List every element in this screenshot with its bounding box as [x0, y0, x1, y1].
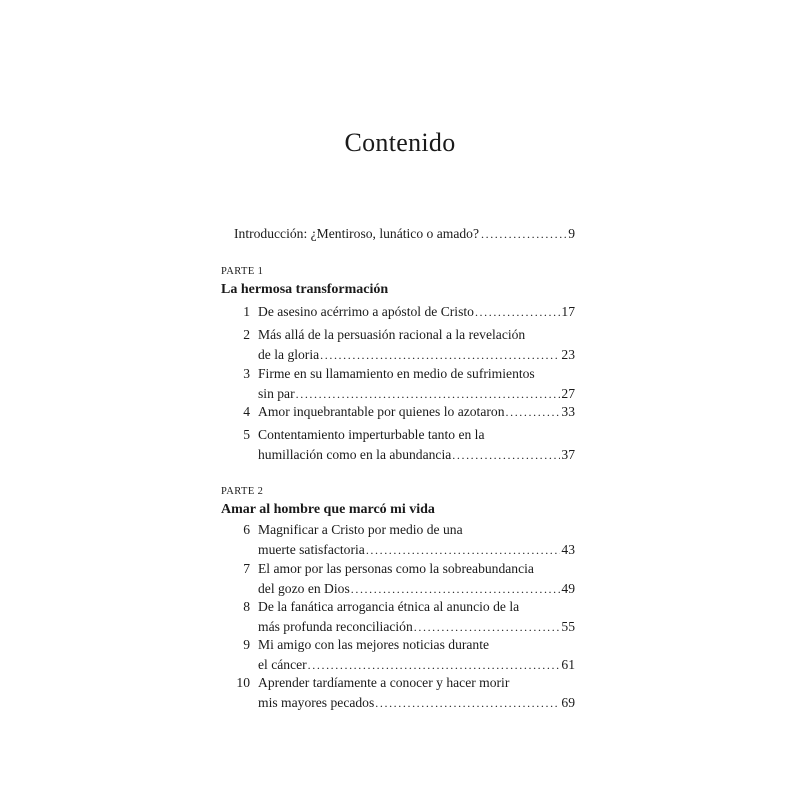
dot-leader [506, 402, 561, 422]
chapter-number: 1 [243, 304, 250, 319]
chapter-title-line: más profunda reconciliación [258, 619, 413, 634]
dot-leader [366, 540, 561, 560]
toc-entry[interactable] [243, 402, 575, 422]
part-title: Amar al hombre que marcó mi vida [221, 502, 435, 517]
chapter-title-line: del gozo en Dios [258, 581, 350, 596]
chapter-title-line: Aprender tardíamente a conocer y hacer morir [258, 675, 510, 690]
toc-page-number: 61 [561, 657, 575, 672]
chapter-title-line: humillación como en la abundancia [258, 447, 452, 462]
toc-page-number: 55 [561, 619, 575, 634]
chapter-title-line: sin par [258, 386, 295, 401]
chapter-title-line: Más allá de la persuasión racional a la revelación [258, 327, 526, 342]
dot-leader [475, 302, 560, 322]
chapter-title-line: Contentamiento imperturbable tanto en la [258, 427, 485, 442]
dot-leader [375, 693, 560, 713]
chapter-title-line: De la fanática arrogancia étnica al anuncio de la [258, 599, 520, 614]
chapter-number: 5 [243, 427, 250, 442]
part-title: La hermosa transformación [221, 282, 389, 297]
chapter-title-line: muerte satisfactoria [258, 542, 365, 557]
dot-leader [481, 224, 566, 244]
part-label: PARTE 1 [221, 266, 264, 277]
toc-entry[interactable] [243, 635, 575, 675]
dot-leader [452, 445, 560, 465]
chapter-title-line: De asesino acérrimo a apóstol de Cristo [258, 304, 474, 319]
chapter-number: 6 [243, 522, 250, 537]
toc-page-number: 37 [561, 447, 575, 462]
chapter-title-line: Firme en su llamamiento en medio de sufrimientos [258, 366, 535, 381]
toc-entry[interactable] [243, 364, 575, 404]
toc-page-number: 17 [561, 304, 575, 319]
toc-page-number: 27 [561, 386, 575, 401]
part-label: PARTE 2 [221, 486, 264, 497]
toc-entry[interactable] [243, 559, 575, 599]
chapter-number: 7 [243, 561, 250, 576]
toc-page-number: 69 [561, 695, 575, 710]
toc-page-number: 23 [561, 347, 575, 362]
chapter-title-line: de la gloria [258, 347, 320, 362]
dot-leader [320, 345, 560, 365]
toc-entry-intro[interactable] [234, 224, 575, 244]
toc-page-number: 9 [568, 226, 575, 241]
toc-entry[interactable] [243, 325, 575, 365]
toc-entry[interactable] [243, 302, 575, 322]
chapter-number: 3 [243, 366, 250, 381]
chapter-number: 4 [243, 404, 250, 419]
dot-leader [296, 384, 561, 404]
page-title: Contenido [344, 128, 456, 157]
chapter-number: 10 [236, 675, 250, 690]
chapter-title-line: mis mayores pecados [258, 695, 375, 710]
toc-entry[interactable] [243, 425, 575, 465]
dot-leader [414, 617, 561, 637]
chapter-title-line: Mi amigo con las mejores noticias durante [258, 637, 490, 652]
toc-page-number: 43 [561, 542, 575, 557]
toc-page-number: 33 [561, 404, 575, 419]
chapter-title-line: El amor por las personas como la sobreabundancia [258, 561, 534, 576]
dot-leader [351, 579, 561, 599]
chapter-number: 8 [243, 599, 250, 614]
chapter-number: 9 [243, 637, 250, 652]
toc-entry[interactable] [243, 520, 575, 560]
dot-leader [308, 655, 561, 675]
chapter-title-line: Magnificar a Cristo por medio de una [258, 522, 463, 537]
chapter-title-line: el cáncer [258, 657, 307, 672]
toc-entry-text: Introducción: ¿Mentiroso, lunático o amado? [234, 226, 479, 241]
toc-entry[interactable] [243, 597, 575, 637]
toc-entry[interactable] [236, 673, 575, 713]
toc-page-number: 49 [561, 581, 575, 596]
chapter-title-line: Amor inquebrantable por quienes lo azotaron [258, 404, 505, 419]
chapter-number: 2 [243, 327, 250, 342]
